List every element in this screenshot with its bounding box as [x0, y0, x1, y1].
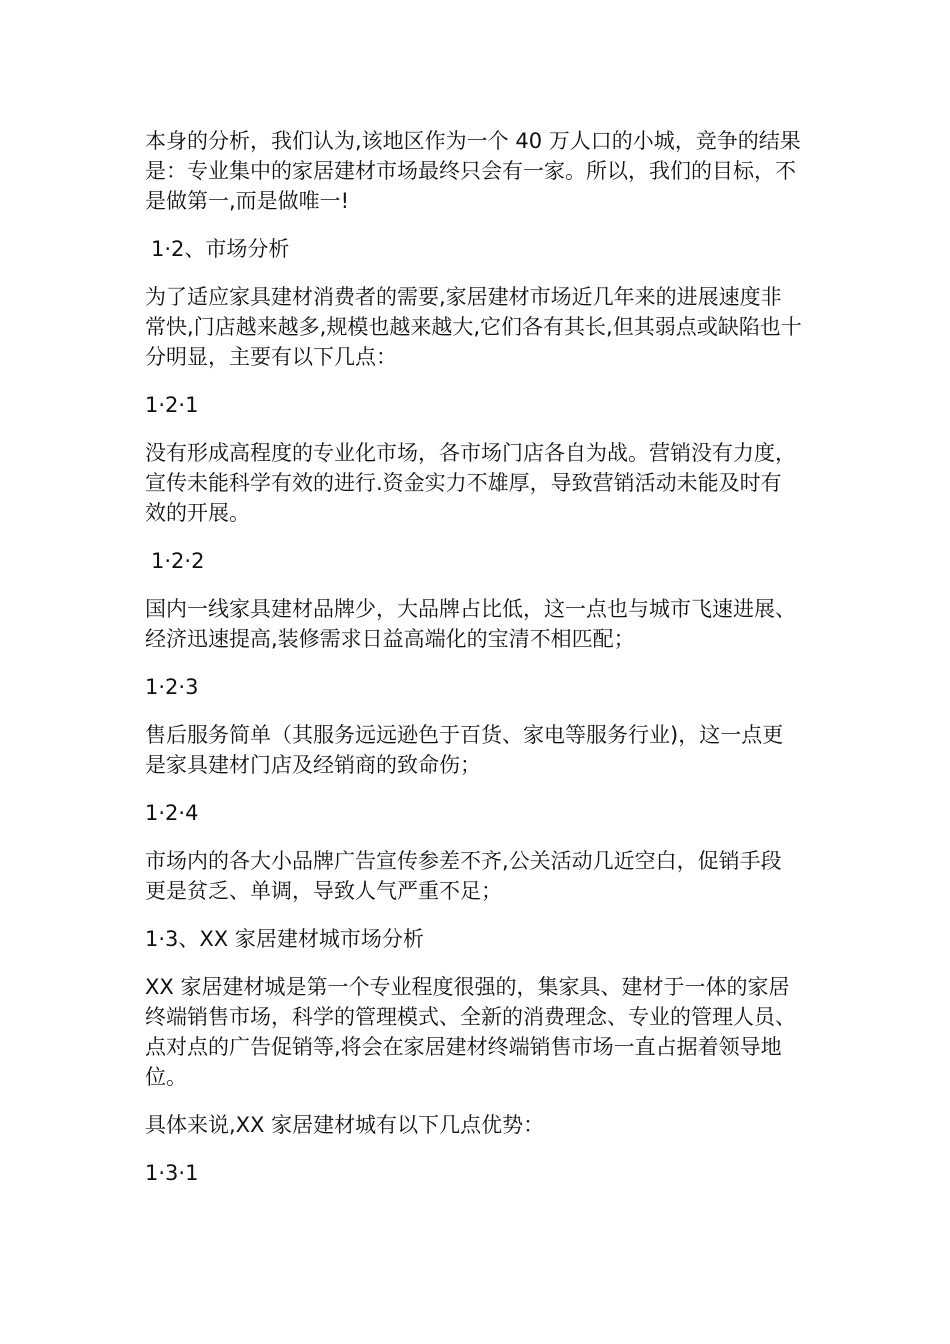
section-heading-1-2-3: 1·2·3: [145, 675, 199, 699]
paragraph-point-4: 市场内的各大小品牌广告宣传参差不齐,公关活动几近空白，促销手段更是贫乏、单调，导致人气严重不足；: [145, 849, 782, 903]
paragraph-advantages-intro: 具体来说,XX 家居建材城有以下几点优势：: [145, 1113, 545, 1137]
section-heading-1-3-1: 1·3·1: [145, 1161, 199, 1185]
paragraph-point-1: 没有形成高程度的专业化市场，各市场门店各自为战。营销没有力度，宣传未能科学有效的进行.资金实力不雄厚，导致营销活动未能及时有效的开展。: [145, 441, 796, 525]
section-heading-1-2-4: 1·2·4: [145, 801, 199, 825]
section-heading-1-2-2: 1·2·2: [151, 549, 205, 573]
section-heading-1-3: 1·3、XX 家居建材城市场分析: [145, 927, 424, 951]
section-heading-1-2: 1·2、市场分析: [151, 237, 290, 261]
section-heading-1-2-1: 1·2·1: [145, 393, 199, 417]
paragraph-intro-conclusion: 本身的分析，我们认为,该地区作为一个 40 万人口的小城，竞争的结果是：专业集中的家居建材市场最终只会有一家。所以，我们的目标，不是做第一,而是做唯一!: [145, 129, 801, 213]
paragraph-point-3: 售后服务简单（其服务远远逊色于百货、家电等服务行业)，这一点更是家具建材门店及经销商的致命伤；: [145, 723, 784, 777]
paragraph-point-2: 国内一线家具建材品牌少，大品牌占比低，这一点也与城市飞速进展、经济迅速提高,装修需求日益高端化的宝清不相匹配；: [145, 597, 796, 651]
paragraph-market-overview: 为了适应家具建材消费者的需要,家居建材市场近几年来的进展速度非常快,门店越来越多,规模也越来越大,它们各有其长,但其弱点或缺陷也十分明显，主要有以下几点：: [145, 285, 802, 369]
paragraph-xx-overview: XX 家居建材城是第一个专业程度很强的，集家具、建材于一体的家居终端销售市场，科学的管理模式、全新的消费理念、专业的管理人员、点对点的广告促销等,将会在家居建材终端销售市场一直占据着领导地位。: [145, 975, 796, 1089]
